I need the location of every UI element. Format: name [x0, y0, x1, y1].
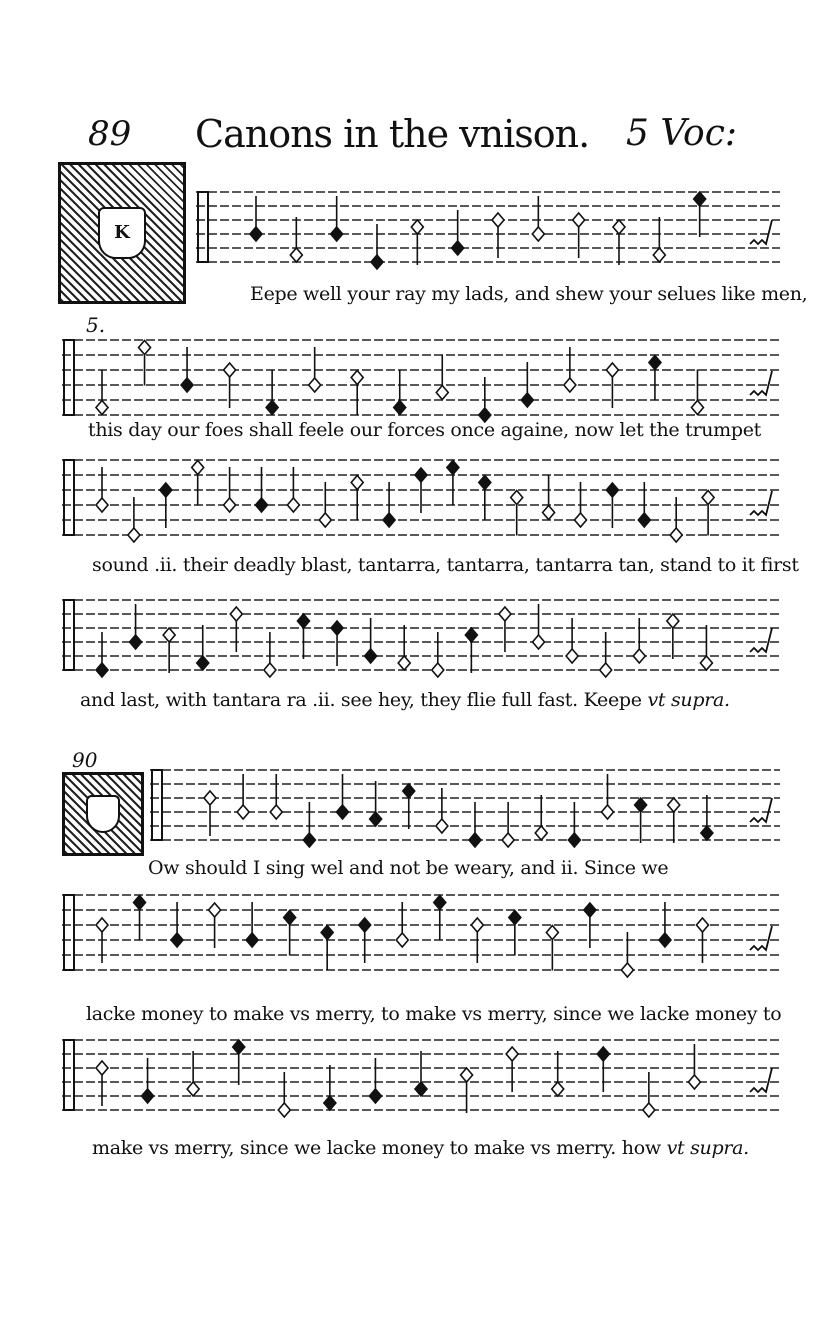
note-head — [246, 933, 258, 947]
note-head — [564, 378, 576, 392]
custos-icon — [750, 371, 772, 395]
note-head — [667, 614, 679, 628]
note-head — [613, 220, 625, 234]
note-head — [359, 918, 371, 932]
staff — [62, 460, 780, 542]
clef-icon — [64, 600, 74, 670]
note-head — [511, 491, 523, 505]
note-head — [602, 805, 614, 819]
note-head — [187, 1082, 199, 1096]
note-head — [96, 498, 108, 512]
custos-icon — [750, 1068, 772, 1092]
custos-icon — [750, 628, 772, 652]
note-head — [653, 248, 665, 262]
note-head — [668, 798, 680, 812]
note-head — [415, 1082, 427, 1096]
lyric-suffix: vt supra. — [666, 1137, 749, 1159]
voices-label: 5 Voc: — [626, 113, 738, 154]
custos-icon — [750, 798, 772, 822]
note-head — [224, 498, 236, 512]
lyric-line: sound .ii. their deadly blast, tantarra, tantarra, tantarra tan, stand to it first — [92, 554, 799, 576]
note-head — [465, 628, 477, 642]
staff — [150, 770, 780, 847]
note-head — [297, 614, 309, 628]
clef-icon — [64, 460, 74, 535]
clef-icon — [64, 1040, 74, 1110]
note-head — [415, 468, 427, 482]
lyric-line: Ow should I sing wel and not be weary, and ii. Since we — [148, 857, 669, 879]
note-head — [96, 401, 108, 415]
note-head — [597, 1047, 609, 1061]
lyric-line: this day our foes shall feele our forces once againe, now let the trumpet — [88, 419, 762, 441]
custos-icon — [750, 491, 772, 515]
note-head — [600, 663, 612, 677]
note-head — [688, 1075, 700, 1089]
note-head — [584, 903, 596, 917]
note-head — [290, 248, 302, 262]
note-head — [337, 805, 349, 819]
initial-letter: K — [98, 207, 146, 259]
note-head — [365, 649, 377, 663]
note-head — [163, 628, 175, 642]
custos-icon — [750, 220, 772, 244]
note-head — [691, 401, 703, 415]
staff — [196, 192, 780, 269]
note-head — [461, 1068, 473, 1082]
note-head — [543, 506, 555, 520]
note-head — [250, 227, 262, 241]
note-head — [643, 1103, 655, 1117]
note-head — [264, 663, 276, 677]
note-head — [324, 1096, 336, 1110]
note-head — [649, 356, 661, 370]
note-head — [566, 649, 578, 663]
note-head — [192, 461, 204, 475]
staff — [62, 895, 780, 977]
note-head — [351, 476, 363, 490]
note-head — [270, 805, 282, 819]
note-head — [224, 363, 236, 377]
note-head — [568, 833, 580, 847]
page-title: Canons in the vnison. — [195, 112, 590, 156]
note-head — [633, 649, 645, 663]
note-head — [447, 461, 459, 475]
note-head — [575, 513, 587, 527]
note-head — [287, 498, 299, 512]
custos-icon — [750, 926, 772, 950]
note-head — [694, 192, 706, 206]
note-head — [532, 227, 544, 241]
note-head — [436, 819, 448, 833]
clef-icon — [64, 895, 74, 970]
note-head — [499, 607, 511, 621]
note-head — [256, 498, 268, 512]
note-head — [638, 513, 650, 527]
lyric-line: Eepe well your ray my lads, and shew your selues like men, — [250, 283, 808, 305]
note-head — [331, 621, 343, 635]
note-head — [284, 911, 296, 925]
page-number: 89 — [88, 114, 132, 154]
note-head — [181, 378, 193, 392]
note-head — [142, 1089, 154, 1103]
note-head — [479, 476, 491, 490]
lyric-line — [80, 688, 730, 712]
note-head — [552, 1082, 564, 1096]
note-head — [521, 393, 533, 407]
note-head — [396, 933, 408, 947]
staff — [62, 600, 780, 677]
note-head — [204, 791, 216, 805]
note-head — [383, 513, 395, 527]
note-head — [696, 918, 708, 932]
note-head — [237, 805, 249, 819]
note-head — [573, 213, 585, 227]
clef-icon — [198, 192, 208, 262]
note-head — [546, 926, 558, 940]
note-head — [502, 833, 514, 847]
note-head — [233, 1040, 245, 1054]
note-head — [452, 241, 464, 255]
note-head — [434, 896, 446, 910]
staff — [62, 340, 780, 422]
note-head — [621, 963, 633, 977]
note-head — [160, 483, 172, 497]
measure-mark: 5. — [86, 313, 106, 337]
note-head — [432, 663, 444, 677]
note-head — [134, 896, 146, 910]
lyric-suffix: vt supra. — [647, 689, 730, 711]
canon-number: 90 — [72, 748, 98, 772]
note-head — [371, 255, 383, 269]
note-head — [130, 635, 142, 649]
staff — [62, 1040, 780, 1117]
note-head — [96, 1061, 108, 1075]
note-head — [351, 371, 363, 385]
lyric-line: lacke money to make vs merry, to make vs merry, since we lacke money to — [86, 1003, 782, 1025]
note-head — [331, 227, 343, 241]
note-head — [96, 918, 108, 932]
note-head — [411, 220, 423, 234]
note-head — [606, 483, 618, 497]
note-head — [403, 784, 415, 798]
lyric-line — [92, 1136, 749, 1160]
note-head — [266, 401, 278, 415]
note-head — [436, 386, 448, 400]
lyric-text: make vs merry, since we lacke money to make vs merry. how — [92, 1137, 661, 1159]
note-head — [506, 1047, 518, 1061]
note-head — [701, 826, 713, 840]
note-head — [535, 826, 547, 840]
note-head — [670, 528, 682, 542]
note-head — [197, 656, 209, 670]
note-head — [96, 663, 108, 677]
note-head — [128, 528, 140, 542]
note-head — [209, 903, 221, 917]
note-head — [509, 911, 521, 925]
note-head — [370, 812, 382, 826]
note-head — [659, 933, 671, 947]
note-head — [303, 833, 315, 847]
note-head — [321, 926, 333, 940]
note-head — [398, 656, 410, 670]
note-head — [533, 635, 545, 649]
note-head — [606, 363, 618, 377]
note-head — [394, 401, 406, 415]
note-head — [700, 656, 712, 670]
note-head — [309, 378, 321, 392]
note-head — [278, 1103, 290, 1117]
clef-icon — [64, 340, 74, 415]
lyric-text: and last, with tantara ra .ii. see hey, they flie full fast. Keepe — [80, 689, 642, 711]
note-head — [230, 607, 242, 621]
note-head — [492, 213, 504, 227]
note-head — [369, 1089, 381, 1103]
note-head — [635, 798, 647, 812]
note-head — [702, 491, 714, 505]
clef-icon — [152, 770, 162, 840]
note-head — [319, 513, 331, 527]
note-head — [471, 918, 483, 932]
note-head — [139, 341, 151, 355]
note-head — [469, 833, 481, 847]
note-head — [171, 933, 183, 947]
